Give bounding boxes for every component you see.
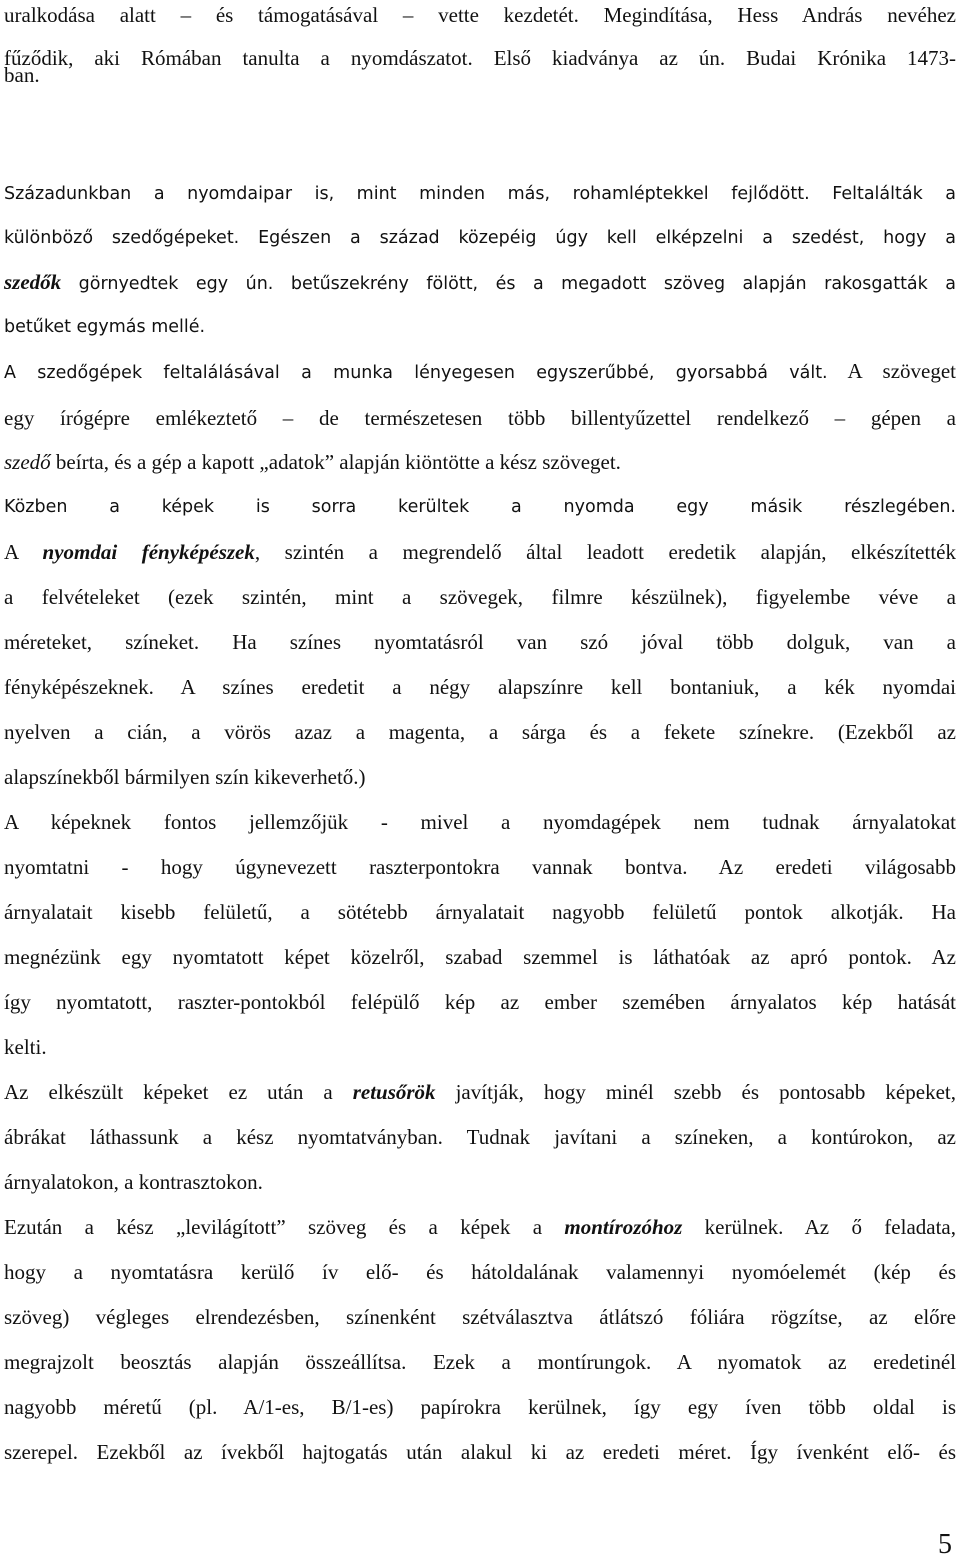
text-line: szerepel. Ezekből az ívekből hajtogatás után alakul ki az eredeti méret. Így ívenként elő- és — [4, 1440, 956, 1464]
page-number: 5 — [938, 1529, 952, 1560]
text-run: görnyedtek egy ún. betűszekrény fölött, és a megadott szöveg alapján rakosgatták a — [61, 274, 956, 294]
text-line: ban. — [4, 63, 40, 87]
text-line: hogy a nyomtatásra kerülő ív elő- és hátoldalának valamennyi nyomóelemét (kép és — [4, 1260, 956, 1284]
text-line: fűződik, aki Rómában tanulta a nyomdászatot. Első kiadványa az ún. Budai Krónika 1473- — [4, 46, 956, 70]
text-line: megnézünk egy nyomtatott képet közelről, szabad szemmel is láthatóak az apró pontok. Az — [4, 945, 956, 969]
text-line: alapszínekből bármilyen szín kikeverhető.) — [4, 765, 366, 789]
text-line: így nyomtatott, raszter-pontokból felépülő kép az ember szemében árnyalatos kép hatását — [4, 990, 956, 1014]
text-line: méreteket, színeket. Ha színes nyomtatásról van szó jóval több dolguk, van a — [4, 630, 956, 654]
text-run: , szintén a megrendelő által leadott eredetik alapján, elkészítették — [254, 540, 956, 564]
text-line: betűket egymás mellé. — [4, 317, 206, 337]
text-run: kerülnek. Az ő feladata, — [682, 1215, 957, 1239]
text-run: Az elkészült képeket ez után a — [4, 1080, 353, 1104]
text-line: egy írógépre emlékeztető – de természetesen több billentyűzettel rendelkező – gépen a — [4, 406, 956, 430]
text-line: nagyobb méretű (pl. A/1-es, B/1-es) papírokra kerülnek, így egy íven több oldal is — [4, 1395, 956, 1419]
text-run: A — [4, 540, 43, 564]
text-run: A szedőgépek feltalálásával a munka lényegesen egyszerűbbé, gyorsabbá vált. — [4, 363, 828, 383]
text-line: uralkodása alatt – és támogatásával – vette kezdetét. Megindítása, Hess András nevéhez — [4, 3, 956, 27]
text-line: Közben a képek is sorra kerültek a nyomda egy másik részlegében. — [4, 497, 956, 517]
emphasis-term: nyomdai fényképészek — [42, 540, 255, 564]
text-line: árnyalatokon, a kontrasztokon. — [4, 1170, 263, 1194]
emphasis-term: szedők — [4, 270, 62, 294]
text-line — [4, 447, 956, 477]
emphasis-term: retusőrök — [352, 1080, 436, 1104]
emphasis-term: montírozóhoz — [564, 1215, 683, 1239]
text-line: kelti. — [4, 1035, 47, 1059]
text-line — [4, 537, 956, 567]
text-line: ábrákat láthassunk a kész nyomtatványban. Tudnak javítani a színeken, a kontúrokon, az — [4, 1125, 956, 1149]
text-line: fényképészeknek. A színes eredetit a négy alapszínre kell bontaniuk, a kék nyomdai — [4, 675, 956, 699]
text-run: A szöveget — [827, 359, 956, 383]
text-line — [4, 267, 956, 299]
text-line: árnyalatait kisebb felületű, a sötétebb árnyalatait nagyobb felületű pontok alkotják. Ha — [4, 900, 956, 924]
text-line: a felvételeket (ezek szintén, mint a szövegek, filmre készülnek), figyelembe véve a — [4, 585, 956, 609]
text-line: megrajzolt beosztás alapján összeállítsa. Ezek a montírungok. A nyomatok az eredetinél — [4, 1350, 956, 1374]
text-line: nyelven a cián, a vörös azaz a magenta, a sárga és a fekete színekre. (Ezekből az — [4, 720, 956, 744]
text-line — [4, 356, 956, 388]
emphasis-term: szedő — [4, 450, 51, 474]
text-run: beírta, és a gép a kapott „adatok” alapján kiöntötte a kész szöveget. — [50, 450, 621, 474]
text-line: nyomtatni - hogy úgynevezett raszterpontokra vannak bontva. Az eredeti világosabb — [4, 855, 956, 879]
text-line — [4, 1212, 956, 1242]
text-line — [4, 1077, 956, 1107]
text-line: Századunkban a nyomdaipar is, mint minden más, rohamléptekkel fejlődött. Feltalálták a — [4, 184, 956, 204]
text-run: javítják, hogy minél szebb és pontosabb képeket, — [435, 1080, 956, 1104]
text-line: szöveg) végleges elrendezésben, színenként szétválasztva átlátszó fóliára rögzítse, az előre — [4, 1305, 956, 1329]
text-line: A képeknek fontos jellemzőjük - mivel a nyomdagépek nem tudnak árnyalatokat — [4, 810, 956, 834]
text-run: Ezután a kész „levilágított” szöveg és a képek a — [4, 1215, 565, 1239]
text-line: különböző szedőgépeket. Egészen a század közepéig úgy kell elképzelni a szedést, hogy a — [4, 228, 956, 248]
